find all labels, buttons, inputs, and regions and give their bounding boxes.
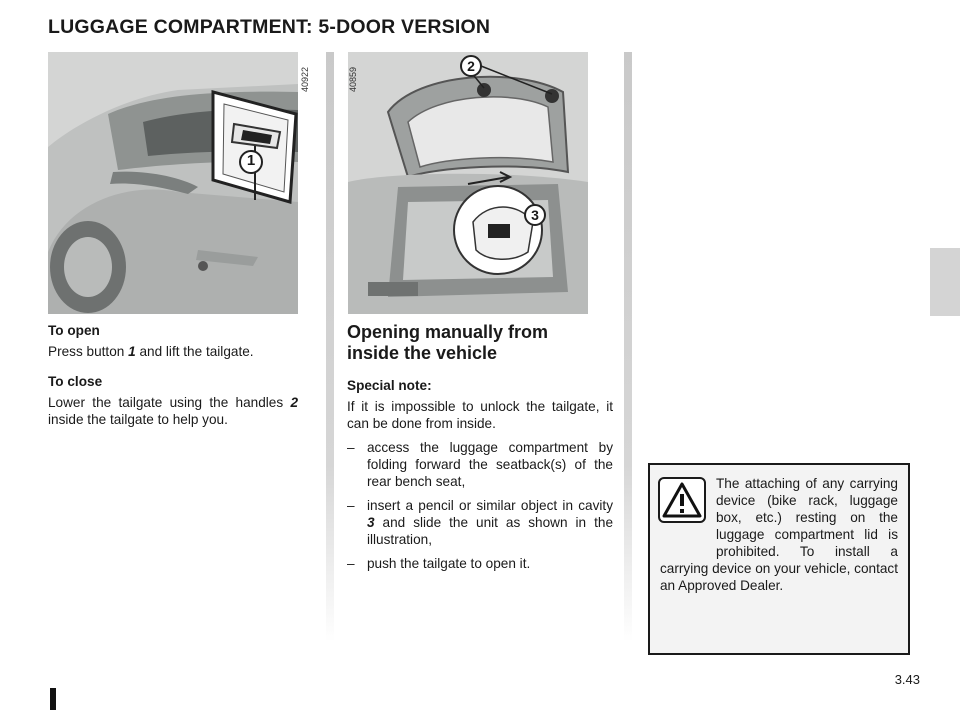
page-title: LUGGAGE COMPARTMENT: 5-DOOR VERSION: [48, 16, 491, 38]
column-divider-right: [624, 52, 632, 642]
chapter-tab: [930, 248, 960, 316]
column-divider-left: [326, 52, 334, 642]
corner-mark: [50, 688, 56, 710]
open-tailgate-illustration: [348, 52, 588, 314]
intro-text: If it is impossible to unlock the tailgate, it can be done from inside.: [347, 399, 613, 431]
figure-rear-car: [48, 52, 298, 314]
to-close-text: Lower the tailgate using the handles 2 inside the tailgate to help you.: [48, 395, 298, 427]
section-title-line1: Opening manually from: [347, 322, 549, 342]
callout-3: 3: [524, 204, 546, 226]
left-column: [48, 322, 298, 428]
special-note-heading: Special note:: [347, 378, 432, 393]
to-open-text: Press button 1 and lift the tailgate.: [48, 344, 254, 359]
section-title-line2: inside the vehicle: [347, 343, 498, 363]
callout-1: 1: [246, 152, 256, 169]
bullet-item: – push the tailgate to open it.: [347, 556, 531, 571]
figure-number-right: 40859: [348, 66, 358, 92]
bullet-item: – insert a pencil or similar object in cavity 3 and slide the unit as shown in the illustration,: [347, 498, 613, 547]
middle-column: [347, 322, 613, 572]
figure-open-tailgate: [348, 52, 588, 314]
warning-box: [648, 463, 910, 655]
bullet-item: – access the luggage compartment by folding forward the seatback(s) of the rear bench seat,: [347, 440, 613, 489]
figure-number-left: 40922: [300, 66, 310, 92]
rear-car-illustration: [48, 52, 298, 314]
to-open-heading: To open: [48, 323, 100, 338]
callout-2: 2: [460, 55, 482, 77]
warning-text: The attaching of any carrying device (bike rack, luggage box, etc.) resting on the luggage compartment lid is prohibited. To install a carrying device on your vehicle, contact an Approved Dealer.: [660, 476, 899, 593]
page-number: 3.43: [894, 672, 920, 687]
to-close-heading: To close: [48, 374, 103, 389]
